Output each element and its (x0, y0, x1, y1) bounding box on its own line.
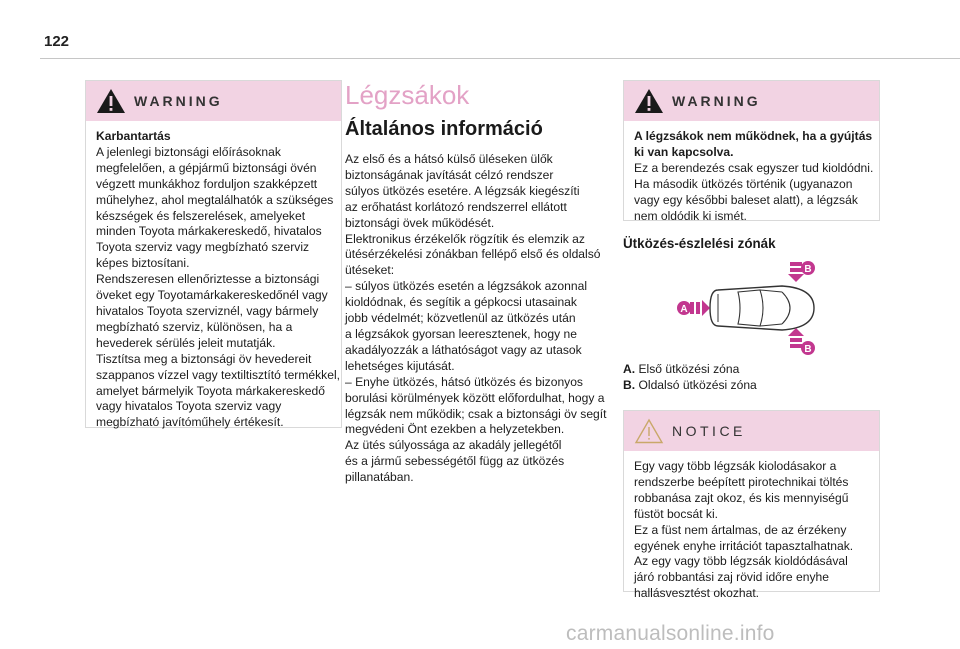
notice-header-label: NOTICE (672, 423, 746, 439)
text-line: biztonsági övek működését. (345, 215, 495, 230)
text-line: amelyet bármelyik Toyota márkakereskedő (96, 383, 325, 398)
text-line: ütésérzékelési zónákban fellépő első és oldalsó (345, 247, 601, 262)
text-line: vagy egy későbbi baleset alatt), a légzsák (634, 192, 858, 207)
text-line: egyének enyhe irritációt tapasztalhatnak. (634, 538, 854, 553)
text-line: minden Toyota márkakereskedő, hivatalos (96, 224, 322, 239)
notice-body (624, 451, 879, 602)
legend-text: Első ütközési zóna (638, 362, 740, 376)
text-line: lehetséges kijutását. (345, 358, 455, 373)
text-line: hevederek sérülés jeleit mutatják. (96, 335, 276, 350)
text-line: súlyos ütközés esetére. A légzsák kiegészíti (345, 183, 580, 198)
warning-title: Karbantartás (96, 129, 171, 143)
text-line: Tisztítsa meg a biztonsági öv hevedereit (96, 351, 312, 366)
text-line: rendszerbe beépített pirotechnikai töltés (634, 474, 849, 489)
legend-item-a (623, 362, 757, 378)
header-divider (40, 58, 960, 59)
text-line: megfelelően, a gépjármű biztonsági övén (96, 160, 317, 175)
text-line: nem oldódik ki ismét. (634, 208, 747, 223)
warning-body (86, 121, 341, 431)
text-line: Rendszeresen ellenőriztesse a biztonsági (96, 272, 320, 287)
text-line: jobb védelmét; közvetlenül az ütközés után (345, 311, 576, 326)
notice-box (623, 410, 880, 601)
car-top-view-icon (710, 286, 814, 330)
label-b-badge-top (801, 261, 815, 275)
text-line: kioldódnak, és segítik a gépkocsi utasainak (345, 295, 577, 310)
warning-header-label: WARNING (672, 93, 761, 109)
watermark: carmanualsonline.info (566, 622, 775, 645)
warning-emphasis: ki van kapcsolva. (634, 144, 734, 159)
page-number: 122 (44, 33, 70, 50)
warning-header (86, 81, 341, 121)
text-line: vagy hivatalos Toyota szerviz vagy (96, 399, 282, 414)
text-line: megbízható javítóműhely értékesít. (96, 415, 284, 430)
text-line: az erőhatást korlátozó rendszerrel ellátott (345, 199, 567, 214)
text-line: borulási körülmények között előfordulhat, hogy a (345, 390, 605, 405)
impact-zones-diagram (676, 256, 816, 360)
warning-triangle-icon (96, 88, 126, 114)
side-impact-arrow-bottom (788, 328, 804, 348)
legend-text: Oldalsó ütközési zóna (638, 377, 757, 392)
label-a: A (680, 304, 688, 315)
text-line: A jelenlegi biztonsági előírásoknak (96, 144, 281, 159)
text-line: Az első és a hátsó külső üléseken ülők (345, 152, 553, 166)
warning-box-ignition (623, 80, 880, 221)
warning-emphasis: A légzsákok nem működnek, ha a gyújtás (634, 129, 873, 143)
text-line: a légzsákok gyorsan leeresztenek, hogy ne (345, 326, 577, 341)
warning-header-label: WARNING (134, 93, 223, 109)
warning-triangle-icon (634, 88, 664, 114)
text-line: Egy vagy több légzsák kiolodásakor a (634, 459, 837, 473)
text-line: hallásvesztést okozhat. (634, 586, 760, 601)
text-line: ütéseket: (345, 263, 395, 278)
warning-header (624, 81, 879, 121)
legend-item-b (623, 378, 757, 394)
label-b: B (804, 264, 812, 275)
zones-heading: Ütközés-észlelési zónák (623, 236, 776, 251)
label-a-badge (677, 301, 691, 315)
text-line: légzsák nem működik; csak a biztonsági öv segít (345, 406, 607, 421)
label-b: B (804, 344, 812, 355)
text-line: megvédeni Önt ezekben a helyzetekben. (345, 422, 565, 437)
text-line: biztonságának javítását célzó rendszer (345, 167, 554, 182)
text-line: Ha második ütközés történik (ugyanazon (634, 176, 853, 191)
warning-body (624, 121, 879, 224)
main-body-text (345, 152, 617, 486)
text-line: Elektronikus érzékelők rögzítik és elemzik az (345, 231, 585, 246)
text-line: – súlyos ütközés esetén a légzsákok azonnal (345, 279, 588, 294)
section-title: Légzsákok (345, 80, 470, 110)
text-line: Ez a berendezés csak egyszer tud kioldódni. (634, 160, 874, 175)
text-line: Ez a füst nem ártalmas, de az érzékeny (634, 522, 847, 537)
text-line: – Enyhe ütközés, hátsó ütközés és bizonyos (345, 374, 583, 389)
label-b-badge-bottom (801, 341, 815, 355)
text-line: megbízható szerviz, különösen, ha a (96, 319, 293, 334)
notice-triangle-icon (634, 418, 664, 444)
side-impact-arrow-top (788, 262, 804, 282)
legend-letter: B. (623, 377, 636, 392)
text-line: készségek és felszerelések, amelyeket (96, 208, 306, 223)
text-line: műhelyhez, ahol megtalálhatók a szükséges (96, 192, 334, 207)
text-line: öveket egy Toyotamárkakereskedőnél vagy (96, 288, 328, 303)
front-impact-arrow (690, 300, 710, 316)
text-line: Az egy vagy több légzsák kioldódásával (634, 554, 848, 569)
text-line: végzett munkákhoz forduljon szakképzett (96, 176, 318, 191)
text-line: akadályozzák a láthatóságot vagy az utasok (345, 342, 582, 357)
notice-header (624, 411, 879, 451)
legend-letter: A. (623, 362, 636, 376)
text-line: és a jármű sebességétől függ az ütközés (345, 454, 565, 469)
text-line: Az ütés súlyossága az akadály jellegétől (345, 438, 562, 453)
text-line: robbanása zajt okoz, és kis mennyiségű (634, 490, 849, 505)
warning-box-maintenance (85, 80, 342, 428)
text-line: füstöt bocsát ki. (634, 506, 719, 521)
text-line: szappanos vízzel vagy textiltisztító termékkel, (96, 367, 340, 382)
text-line: képes biztosítani. (96, 256, 190, 271)
text-line: hivatalos Toyota szerviznél, vagy bármely (96, 303, 319, 318)
text-line: járó robbantási zaj rövid időre enyhe (634, 570, 829, 585)
text-line: pillanatában. (345, 470, 414, 485)
zones-legend (623, 362, 757, 394)
section-subtitle: Általános információ (345, 118, 543, 140)
text-line: Toyota szerviz vagy megbízható szerviz (96, 240, 310, 255)
